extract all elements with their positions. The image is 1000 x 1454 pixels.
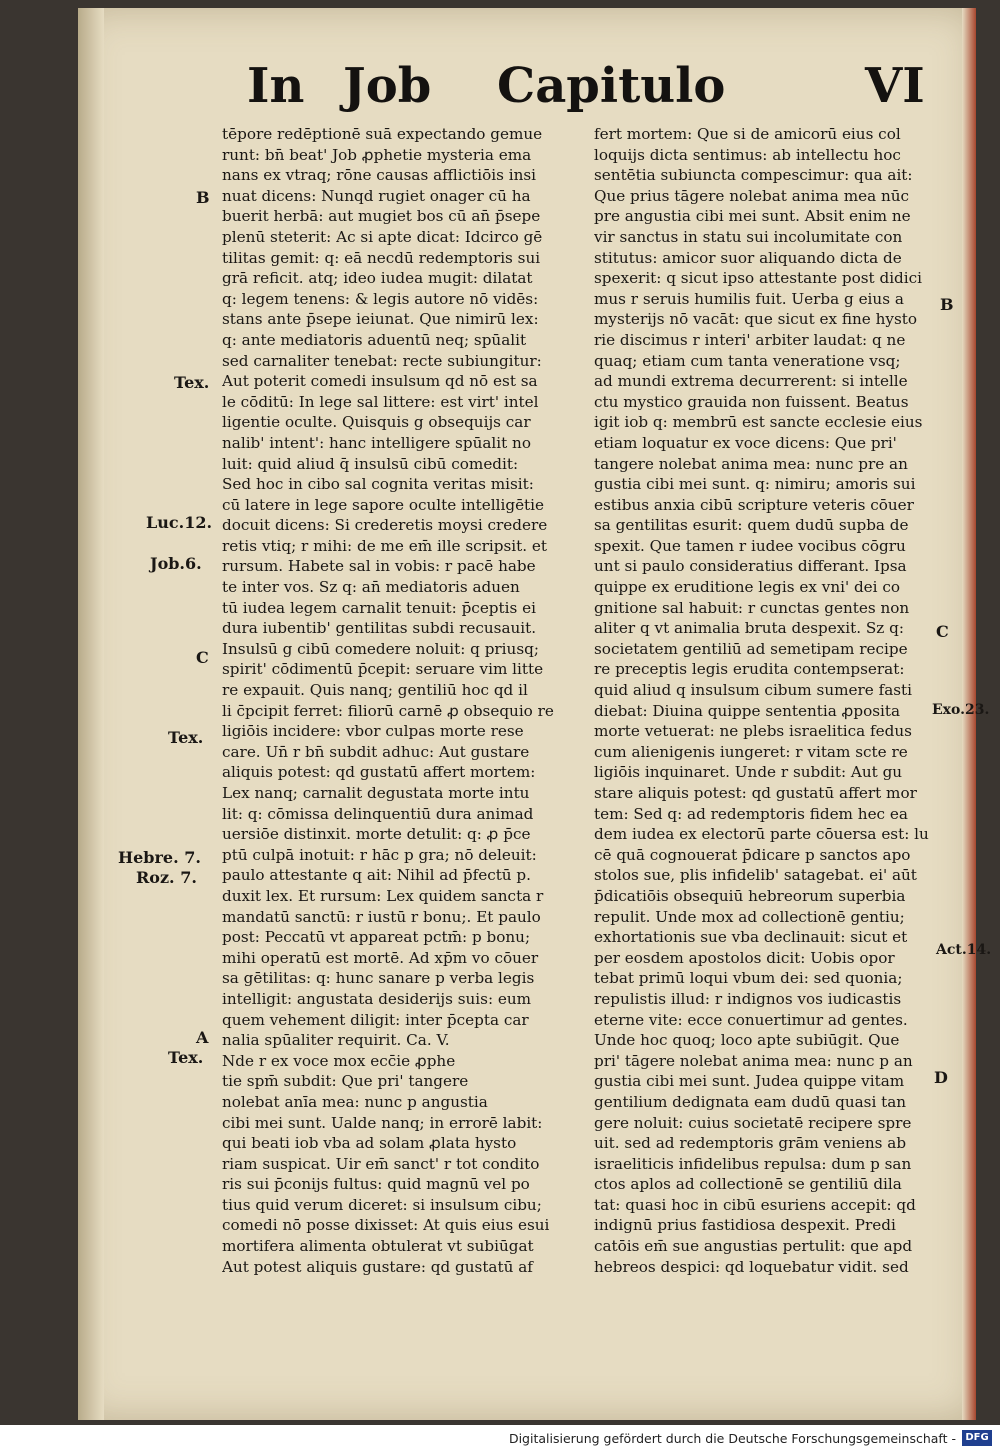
text-line: paulo attestante q ait: Nihil ad p̄fectū p. [222,866,531,885]
text-line: ad mundi extrema decurrerent: si intelle [594,372,908,391]
text-line: unt si paulo consideratius differant. Ipsa [594,557,907,576]
dfg-logo: DFG [962,1430,992,1446]
margin-note-tex-3: Tex. [168,1048,204,1067]
text-line: re expauit. Quis nanq; gentiliū hoc qd il [222,681,528,700]
text-line: grā reficit. atq; ideo iudea mugit: dilatat [222,269,533,288]
text-line: nolebat anīa mea: nunc p angustia [222,1092,488,1111]
text-line: Insulsū g cibū comedere noluit: q priusq; [222,639,539,658]
right-text-column [594,124,940,1277]
margin-note-hebre: Hebre. 7. [118,848,201,867]
header-job: Job [343,58,432,114]
text-line: israeliticis infidelibus repulsa: dum p san [594,1154,912,1173]
text-line: cibi mei sunt. Ualde nanq; in errorē labit: [222,1113,543,1132]
text-line: riam suspicat. Uir em̄ sanct' r tot condito [222,1154,540,1173]
text-line: Que prius tāgere nolebat anima mea nūc [594,186,910,205]
text-line: ligentie oculte. Quisquis g obsequijs car [222,413,531,432]
text-line: gustia cibi mei sunt. q: nimiru; amoris sui [594,475,916,494]
text-line: mus r seruis humilis fuit. Uerba g eius a [594,289,904,308]
text-line: uersiōe distinxit. morte detulit: q: ꝓ p̄ce [222,825,531,844]
text-line: tebat primū loqui vbum dei: sed quonia; [594,969,903,988]
text-line: lit: q: cōmissa delinquentiū dura animad [222,804,534,823]
text-line: cum alienigenis iungeret: r vitam scte re [594,742,908,761]
text-line: spirit' cōdimentū p̄cepit: seruare vim litte [222,660,544,679]
text-line: hebreos despici: qd loquebatur vidit. sed [594,1257,909,1276]
text-line: aliter q vt animalia bruta despexit. Sz q: [594,619,904,638]
text-line: care. Un̄ r bn̄ subdit adhuc: Aut gustare [222,742,530,761]
footer-credit: Digitalisierung gefördert durch die Deutsche Forschungsgemeinschaft - [508,1431,956,1446]
text-line: igit iob q: membrū est sancte ecclesie eius [594,413,923,432]
text-line: buerit herbā: aut mugiet bos cū an̄ p̄sepe [222,207,541,226]
text-line: quaq; etiam cum tanta veneratione vsq; [594,351,901,370]
text-line: quid aliud q insulsum cibum sumere fasti [594,681,913,700]
text-line: repulit. Unde mox ad collectionē gentiu; [594,907,905,926]
text-line: pre angustia cibi mei sunt. Absit enim ne [594,207,911,226]
text-line: gnitione sal habuit: r cunctas gentes non [594,598,910,617]
text-line: gere noluit: cuius societatē recipere spre [594,1113,912,1132]
left-text-column [222,124,570,1277]
text-line: ligiōis inquinaret. Unde r subdit: Aut gu [594,763,903,782]
text-line: comedi nō posse dixisset: At quis eius esui [222,1216,550,1235]
margin-note-tex-2: Tex. [168,728,204,747]
text-line: diebat: Diuina quippe sententia ꝓposita [594,701,901,720]
text-line: spexit. Que tamen r iudee vocibus cōgru [594,536,906,555]
text-line: plenū steterit: Ac si apte dicat: Idcirco gē [222,227,543,246]
text-line: rie discimus r interi' arbiter laudat: q ne [594,330,906,349]
text-line: etiam loquatur ex voce dicens: Que pri' [594,433,897,452]
text-line: sentētia subiuncta compescimur: qua ait: [594,166,913,185]
text-line: ctos aplos ad collectionē se gentiliū dila [594,1175,902,1194]
margin-note-roz: Roz. 7. [136,868,197,887]
text-line: ptū culpā inotuit: r hāc p gra; nō deleuit: [222,845,537,864]
text-line: morte vetuerat: ne plebs israelitica fedus [594,722,912,741]
text-line: fert mortem: Que si de amicorū eius col [594,125,901,143]
text-line: mandatū sanctū: r iustū r bonu;. Et paulo [222,907,541,926]
text-line: qui beati iob vba ad solam ꝓlata hysto [222,1134,517,1153]
text-line: intelligit: angustata desiderijs suis: eum [222,989,532,1008]
text-line: post: Peccatū vt appareat pctm̄: p bonu; [222,928,531,947]
margin-note-luc: Luc.12. [146,513,213,532]
text-line: nalib' intent': hanc intelligere spūalit no [222,433,531,452]
text-line: stare aliquis potest: qd gustatū affert mor [594,784,917,802]
page-gutter-shadow [78,8,104,1420]
text-line: tat: quasi hoc in cibū esuriens accepit: qd [594,1195,916,1214]
text-line: Unde hoc quoq; loco apte subiūgit. Que [594,1031,900,1050]
text-line: p̄dicatiōis obsequiū hebreorum superbia [594,886,906,905]
text-line: te inter vos. Sz q: an̄ mediatoris aduen [222,578,520,597]
text-line: sed carnaliter tenebat: recte subiungitur: [222,351,542,370]
text-line: aliquis potest: qd gustatū affert mortem: [222,763,536,782]
header-capitulo: Capitulo [497,58,726,114]
text-line: dura iubentib' gentilitas subdi recusauit. [222,619,537,638]
text-line: indignū prius fastidiosa despexit. Predi [594,1216,896,1235]
header-in: In [247,58,305,114]
text-line: mortifera alimenta obtulerat vt subiūgat [222,1237,534,1256]
header-chapter-number: VI [865,58,925,114]
text-line: tū iudea legem carnalit tenuit: p̄ceptis ei [222,598,536,617]
text-line: Sed hoc in cibo sal cognita veritas misit: [222,475,534,494]
text-line: quem vehement diligit: inter p̄cepta car [222,1010,529,1029]
margin-note-c-left: C [196,648,209,667]
margin-note-a-left: A [196,1028,209,1047]
text-line: docuit dicens: Si crederetis moysi credere [222,516,548,535]
text-line: eterne vite: ecce conuertimur ad gentes. [594,1010,908,1029]
text-line: nalia spūaliter requirit. Ca. V. [222,1031,450,1050]
text-line: Lex nanq; carnalit degustata morte intu [222,784,530,802]
text-line: le cōditū: In lege sal littere: est virt' intel [222,392,539,411]
text-line: retis vtiq; r mihi: de me em̄ ille scripsit. et [222,536,547,555]
text-line: q: legem tenens: & legis autore nō vidēs: [222,289,539,308]
margin-note-c-right: C [936,622,949,641]
text-line: mihi operatū est mortē. Ad xp̄m vo cōuer [222,948,539,967]
margin-note-d-right: D [934,1068,948,1087]
text-line: estibus anxia cibū scripture veteris cōuer [594,495,914,514]
text-line: cū latere in lege sapore oculte intelligētie [222,495,545,514]
text-line: loquijs dicta sentimus: ab intellectu hoc [594,145,901,164]
text-line: cē quā cognouerat p̄dicare p sanctos apo [594,845,911,864]
text-line: spexerit: q sicut ipso attestante post didici [594,269,922,288]
digitization-footer [0,1425,1000,1454]
text-line: tēpore redēptionē suā expectando gemue [222,125,543,143]
text-line: gustia cibi mei sunt. Judea quippe vitam [594,1072,905,1091]
text-line: re preceptis legis erudita contempserat: [594,660,905,679]
text-line: tangere nolebat anima mea: nunc pre an [594,454,908,473]
margin-note-tex-1: Tex. [174,373,210,392]
text-line: nans ex vtraq; rōne causas afflictiōis insi [222,166,537,185]
text-line: stans ante p̄sepe ieiunat. Que nimirū lex: [222,310,539,329]
margin-note-exo: Exo.23. [932,702,990,718]
text-line: repulistis illud: r indignos vos iudicastis [594,989,902,1008]
text-line: mysterijs nō vacāt: que sicut ex fine hysto [594,310,918,329]
text-line: pri' tāgere nolebat anima mea: nunc p an [594,1051,913,1070]
text-line: duxit lex. Et rursum: Lex quidem sancta r [222,886,544,905]
margin-note-b-right: B [940,295,954,314]
text-line: ctu mystico grauida non fuissent. Beatus [594,392,909,411]
text-line: societatem gentiliū ad semetipam recipe [594,639,908,658]
text-line: exhortationis sue vba declinauit: sicut et [594,928,908,947]
text-line: ligiōis incidere: vbor culpas morte rese [222,722,524,741]
text-line: per eosdem apostolos dicit: Uobis opor [594,948,895,967]
text-line: ris sui p̄conijs fultus: quid magnū vel po [222,1175,530,1194]
text-line: vir sanctus in statu sui incolumitate con [594,227,903,246]
text-line: Aut poterit comedi insulsum qd nō est sa [222,372,538,391]
text-line: gentilium dedignata eam dudū quasi tan [594,1092,907,1111]
text-line: sa gentilitas esurit: quem dudū supba de [594,516,909,535]
text-line: sa gētilitas: q: hunc sanare p verba legis [222,969,535,988]
text-line: q: ante mediatoris aduentū neq; spūalit [222,330,527,349]
text-line: tem: Sed q: ad redemptoris fidem hec ea [594,804,908,823]
text-line: tius quid verum diceret: si insulsum cibu; [222,1195,542,1214]
text-line: runt: bn̄ beat' Job ꝓphetie mysteria ema [222,145,532,164]
text-line: stitutus: amicor suor aliquando dicta de [594,248,902,267]
text-line: nuat dicens: Nunqd rugiet onager cū ha [222,186,531,205]
margin-note-b-left: B [196,188,210,207]
text-line: dem iudea ex electorū parte cōuersa est: lu [594,825,929,844]
margin-note-act: Act.14. [936,942,992,958]
text-line: catōis em̄ sue angustias pertulit: que apd [594,1237,913,1256]
running-header [0,58,1000,128]
text-line: uit. sed ad redemptoris grām veniens ab [594,1134,907,1153]
text-line: li c̄pcipit ferret: filiorū carnē ꝓ obsequio re [222,701,554,720]
text-line: rursum. Habete sal in vobis: r pacē habe [222,557,536,576]
text-line: Nde r ex voce mox ecc̄ie ꝓphe [222,1051,456,1070]
text-line: tilitas gemit: q: eā necdū redemptoris sui [222,248,541,267]
margin-note-job6: Job.6. [150,554,202,573]
text-line: luit: quid aliud q̄ insulsū cibū comedit: [222,454,519,473]
text-line: quippe ex eruditione legis ex vni' dei co [594,578,901,597]
text-line: Aut potest aliquis gustare: qd gustatū af [222,1257,533,1276]
text-line: stolos sue, plis infidelib' satagebat. ei' aūt [594,866,917,885]
text-line: tie spm̄ subdit: Que pri' tangere [222,1072,469,1091]
